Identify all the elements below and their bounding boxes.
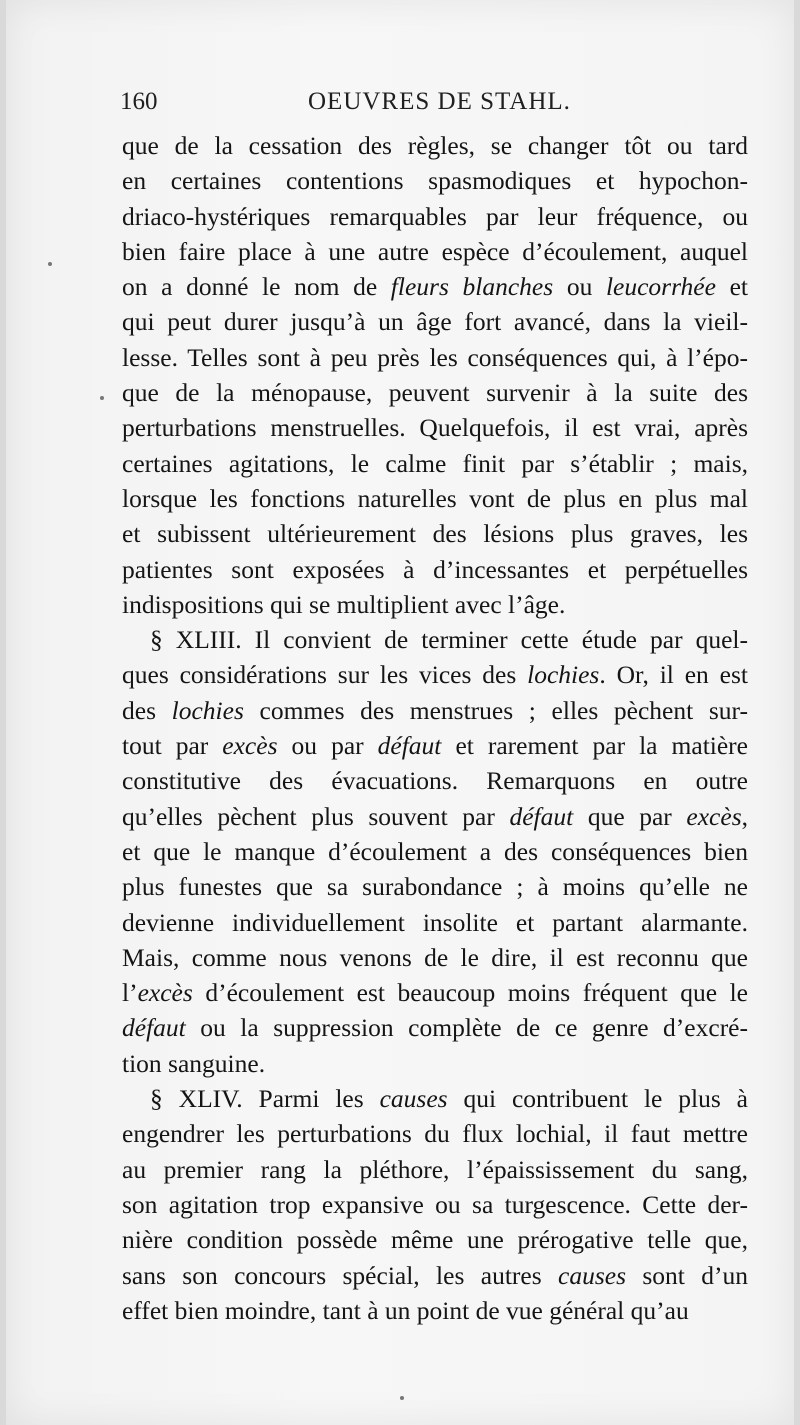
italic-term: défaut — [509, 801, 574, 831]
text-line: nière condition possède même une prérogative telle que, — [122, 1225, 748, 1255]
paragraph-1 — [122, 128, 748, 622]
text-line: son agitation trop expansive ou sa turgescence. Cette der- — [122, 1189, 748, 1219]
text-line: qui peut durer jusqu’à un âge fort avancé, dans la vieil- — [122, 307, 748, 337]
italic-term: excès — [686, 801, 742, 831]
text-line: plus funestes que sa surabondance ; à moins qu’elle ne — [122, 872, 748, 902]
italic-term: défaut — [122, 1013, 186, 1043]
text-line: que de la cessation des règles, se changer tôt ou tard — [122, 131, 748, 160]
book-page — [6, 0, 794, 1425]
body-text — [122, 128, 748, 1328]
text-line: § XLIII. Il convient de terminer cette étude par quel- — [150, 625, 748, 655]
text-line: l’excès d’écoulement est beaucoup moins fréquent que le — [122, 978, 748, 1008]
text-line: sans son concours spécial, les autres causes sont d’un — [122, 1260, 748, 1290]
italic-term: causes — [558, 1260, 626, 1290]
text-line: indispositions qui se multiplient avec l’âge. — [122, 589, 566, 619]
text-line: perturbations menstruelles. Quelquefois, il est vrai, après — [122, 413, 748, 443]
paragraph-3 — [122, 1081, 748, 1328]
italic-term: excès — [222, 731, 278, 761]
italic-term: causes — [379, 1084, 448, 1114]
text-line: effet bien moindre, tant à un point de vue général qu’au — [122, 1295, 689, 1325]
page-number: 160 — [120, 88, 158, 115]
italic-term: leucorrhée — [605, 272, 716, 302]
text-line: que de la ménopause, peuvent survenir à la suite des — [122, 378, 748, 408]
italic-term: fleurs blanches — [390, 272, 554, 302]
text-line: tout par excès ou par défaut et rarement par la matière — [122, 731, 748, 761]
text-line: bien faire place à une autre espèce d’écoulement, auquel — [122, 236, 748, 266]
paper-speck — [48, 262, 52, 266]
italic-term: excès — [137, 978, 193, 1008]
text-line: engendrer les perturbations du flux lochial, il faut mettre — [122, 1119, 748, 1149]
text-line: ques considérations sur les vices des lochies. Or, il en est — [122, 660, 748, 690]
text-line: constitutive des évacuations. Remarquons en outre — [122, 766, 748, 796]
text-line: driaco-hystériques remarquables par leur fréquence, ou — [122, 201, 748, 231]
text-line: au premier rang la pléthore, l’épaississement du sang, — [122, 1154, 748, 1184]
text-line: certaines agitations, le calme finit par s’établir ; mais, — [122, 448, 748, 478]
text-line: des lochies commes des menstrues ; elles pèchent sur- — [122, 695, 748, 725]
italic-term: lochies — [171, 695, 244, 725]
paper-speck — [100, 396, 104, 400]
paragraph-2 — [122, 622, 748, 1081]
italic-term: défaut — [377, 731, 442, 761]
text-line: et que le manque d’écoulement a des conséquences bien — [122, 836, 748, 866]
italic-term: lochies — [527, 660, 600, 690]
text-line: patientes sont exposées à d’incessantes et perpétuelles — [122, 554, 748, 584]
page-header — [118, 88, 748, 124]
text-line: Mais, comme nous venons de le dire, il est reconnu que — [122, 942, 748, 972]
text-line: tion sanguine. — [122, 1048, 266, 1078]
text-line: lesse. Telles sont à peu près les conséquences qui, à l’épo- — [122, 342, 748, 372]
running-title: OEUVRES DE STAHL. — [308, 88, 571, 115]
text-line: § XLIV. Parmi les causes qui contribuent le plus à — [150, 1084, 748, 1114]
text-line: défaut ou la suppression complète de ce genre d’excré- — [122, 1013, 748, 1043]
text-line: devienne individuellement insolite et partant alarmante. — [122, 907, 748, 937]
paper-speck — [400, 1396, 404, 1400]
text-line: lorsque les fonctions naturelles vont de plus en plus mal — [122, 483, 748, 513]
text-line: en certaines contentions spasmodiques et hypochon- — [122, 166, 748, 196]
text-line: et subissent ultérieurement des lésions plus graves, les — [122, 519, 748, 549]
text-line: on a donné le nom de fleurs blanches ou leucorrhée et — [122, 272, 748, 302]
text-line: qu’elles pèchent plus souvent par défaut que par excès, — [122, 801, 748, 831]
